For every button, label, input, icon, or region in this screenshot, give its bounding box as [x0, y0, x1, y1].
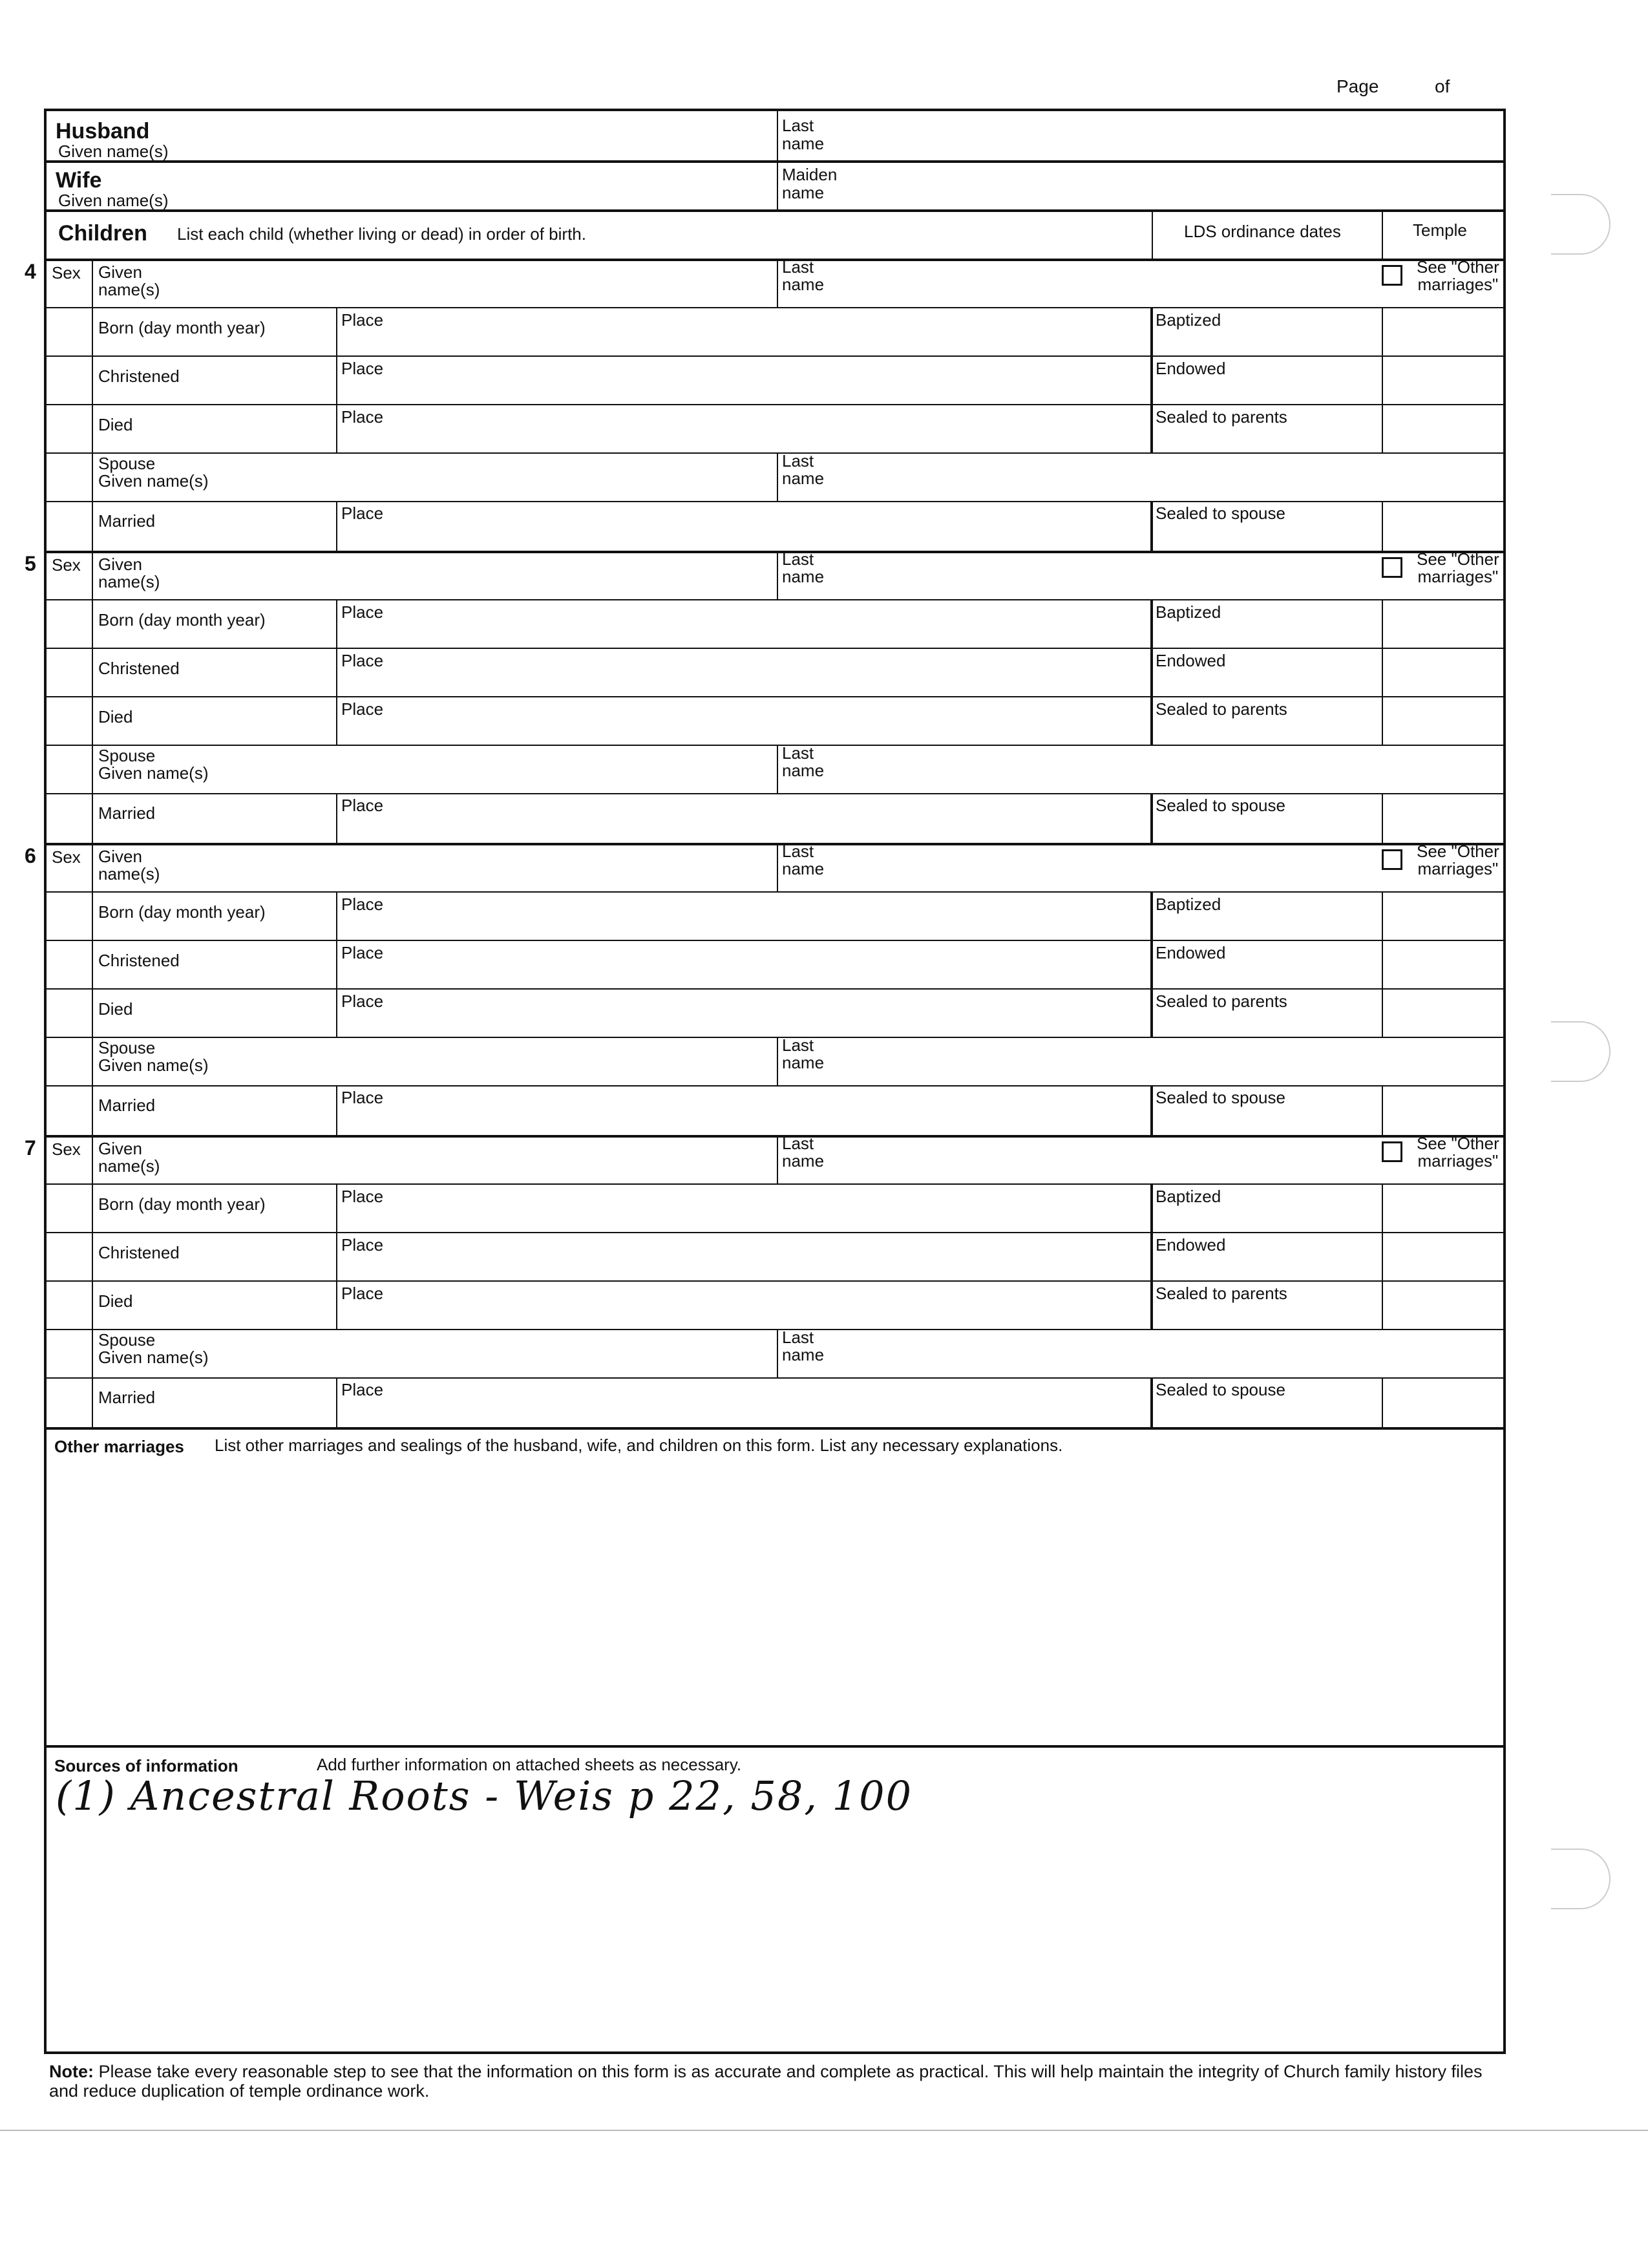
- wife-title: Wife: [56, 168, 102, 193]
- sealed_parents-label: Sealed to parents: [1156, 699, 1287, 719]
- sex-label: Sex: [52, 847, 81, 867]
- place-label: Place: [341, 1187, 384, 1206]
- endowed-label: Endowed: [1156, 943, 1226, 962]
- children-title: Children: [58, 221, 147, 246]
- spouse-given-label: Spouse Given name(s): [98, 454, 209, 491]
- place-label: Place: [341, 602, 384, 622]
- child-given-label: Given name(s): [98, 847, 160, 884]
- child-last-label: Last name: [782, 1134, 825, 1171]
- place-label: Place: [341, 651, 384, 670]
- see-other-marriages-checkbox[interactable]: [1382, 557, 1402, 578]
- christened-label: Christened: [98, 659, 180, 678]
- sources-instruction: Add further information on attached sheets as necessary.: [317, 1755, 742, 1774]
- other-marriages-instruction: List other marriages and sealings of the husband, wife, and children on this form. List any necessary explanations.: [215, 1436, 1063, 1455]
- sealed_parents-label: Sealed to parents: [1156, 407, 1287, 427]
- died-label: Died: [98, 1291, 133, 1311]
- born-label: Born (day month year): [98, 1194, 266, 1214]
- place-label: Place: [341, 359, 384, 378]
- died-label: Died: [98, 707, 133, 726]
- spouse-given-label: Spouse Given name(s): [98, 1330, 209, 1367]
- see-other-marriages-label: See "Other marriages": [1417, 842, 1499, 878]
- child-block-5: [25, 549, 1503, 843]
- sex-label: Sex: [52, 263, 81, 282]
- page-header: [1336, 76, 1450, 97]
- sources-title: Sources of information: [54, 1756, 238, 1775]
- husband-given-label: Given name(s): [58, 142, 169, 161]
- place-label: Place: [341, 796, 384, 815]
- place-label: Place: [341, 1380, 384, 1399]
- place-label: Place: [341, 1284, 384, 1303]
- punch-hole-middle: [1551, 1021, 1611, 1082]
- lds-ordinance-label: LDS ordinance dates: [1184, 222, 1341, 241]
- spouse-last-label: Last name: [782, 743, 825, 780]
- place-label: Place: [341, 991, 384, 1011]
- born-label: Born (day month year): [98, 610, 266, 630]
- sealed_parents-label: Sealed to parents: [1156, 1284, 1287, 1303]
- see-other-marriages-checkbox[interactable]: [1382, 849, 1402, 870]
- child-number: 7: [25, 1136, 36, 1160]
- spouse-given-label: Spouse Given name(s): [98, 746, 209, 783]
- temple-label: Temple: [1413, 220, 1467, 240]
- married-label: Married: [98, 511, 156, 531]
- endowed-label: Endowed: [1156, 1235, 1226, 1255]
- baptized-label: Baptized: [1156, 895, 1221, 914]
- husband-last-label: Last name: [782, 116, 825, 153]
- sealed_parents-label: Sealed to parents: [1156, 991, 1287, 1011]
- husband-title: Husband: [56, 119, 150, 143]
- born-label: Born (day month year): [98, 902, 266, 922]
- page-label: Page: [1336, 76, 1379, 96]
- spouse-last-label: Last name: [782, 1328, 825, 1364]
- sex-label: Sex: [52, 1139, 81, 1159]
- child-number: 4: [25, 260, 36, 283]
- place-label: Place: [341, 407, 384, 427]
- baptized-label: Baptized: [1156, 310, 1221, 330]
- see-other-marriages-label: See "Other marriages": [1417, 1134, 1499, 1171]
- sealed-spouse-label: Sealed to spouse: [1156, 1088, 1285, 1107]
- note: [49, 2062, 1497, 2101]
- sealed-spouse-label: Sealed to spouse: [1156, 1380, 1285, 1399]
- child-given-label: Given name(s): [98, 555, 160, 591]
- place-label: Place: [341, 1235, 384, 1255]
- sealed-spouse-label: Sealed to spouse: [1156, 503, 1285, 523]
- punch-hole-top: [1551, 194, 1611, 255]
- died-label: Died: [98, 415, 133, 434]
- married-label: Married: [98, 1388, 156, 1407]
- see-other-marriages-checkbox[interactable]: [1382, 1141, 1402, 1162]
- spouse-last-label: Last name: [782, 451, 825, 488]
- child-last-label: Last name: [782, 842, 825, 878]
- child-last-label: Last name: [782, 549, 825, 586]
- place-label: Place: [341, 503, 384, 523]
- spouse-given-label: Spouse Given name(s): [98, 1038, 209, 1075]
- child-given-label: Given name(s): [98, 262, 160, 299]
- see-other-marriages-label: See "Other marriages": [1417, 257, 1499, 294]
- place-label: Place: [341, 895, 384, 914]
- sex-label: Sex: [52, 555, 81, 575]
- see-other-marriages-label: See "Other marriages": [1417, 549, 1499, 586]
- born-label: Born (day month year): [98, 318, 266, 337]
- bottom-rule: [0, 2130, 1648, 2131]
- note-title: Note:: [49, 2062, 94, 2081]
- baptized-label: Baptized: [1156, 602, 1221, 622]
- other-marriages-title: Other marriages: [54, 1437, 184, 1456]
- place-label: Place: [341, 943, 384, 962]
- christened-label: Christened: [98, 1243, 180, 1262]
- baptized-label: Baptized: [1156, 1187, 1221, 1206]
- christened-label: Christened: [98, 366, 180, 386]
- married-label: Married: [98, 803, 156, 823]
- child-block-7: [25, 1134, 1503, 1427]
- children-instruction: List each child (whether living or dead) in order of birth.: [177, 224, 586, 244]
- wife-given-label: Given name(s): [58, 191, 169, 210]
- christened-label: Christened: [98, 951, 180, 970]
- see-other-marriages-checkbox[interactable]: [1382, 265, 1402, 286]
- place-label: Place: [341, 699, 384, 719]
- note-text: Please take every reasonable step to see that the information on this form is as accurate and complete as practical. This will help maintain the integrity of Church family history files and reduce duplication of temple ordinance work.: [49, 2062, 1483, 2101]
- child-block-4: [25, 257, 1503, 551]
- place-label: Place: [341, 1088, 384, 1107]
- died-label: Died: [98, 999, 133, 1019]
- child-last-label: Last name: [782, 257, 825, 294]
- punch-hole-bottom: [1551, 1849, 1611, 1909]
- family-group-record-form: [25, 109, 1506, 2054]
- child-block-6: [25, 842, 1503, 1135]
- spouse-last-label: Last name: [782, 1035, 825, 1072]
- sources-handwritten-entry: (1) Ancestral Roots - Weis p 22, 58, 100: [56, 1772, 913, 1819]
- married-label: Married: [98, 1096, 156, 1115]
- endowed-label: Endowed: [1156, 651, 1226, 670]
- sealed-spouse-label: Sealed to spouse: [1156, 796, 1285, 815]
- child-number: 6: [25, 844, 36, 867]
- child-number: 5: [25, 552, 36, 575]
- of-label: of: [1435, 76, 1450, 96]
- wife-maiden-label: Maiden name: [782, 165, 838, 202]
- endowed-label: Endowed: [1156, 359, 1226, 378]
- child-given-label: Given name(s): [98, 1139, 160, 1176]
- place-label: Place: [341, 310, 384, 330]
